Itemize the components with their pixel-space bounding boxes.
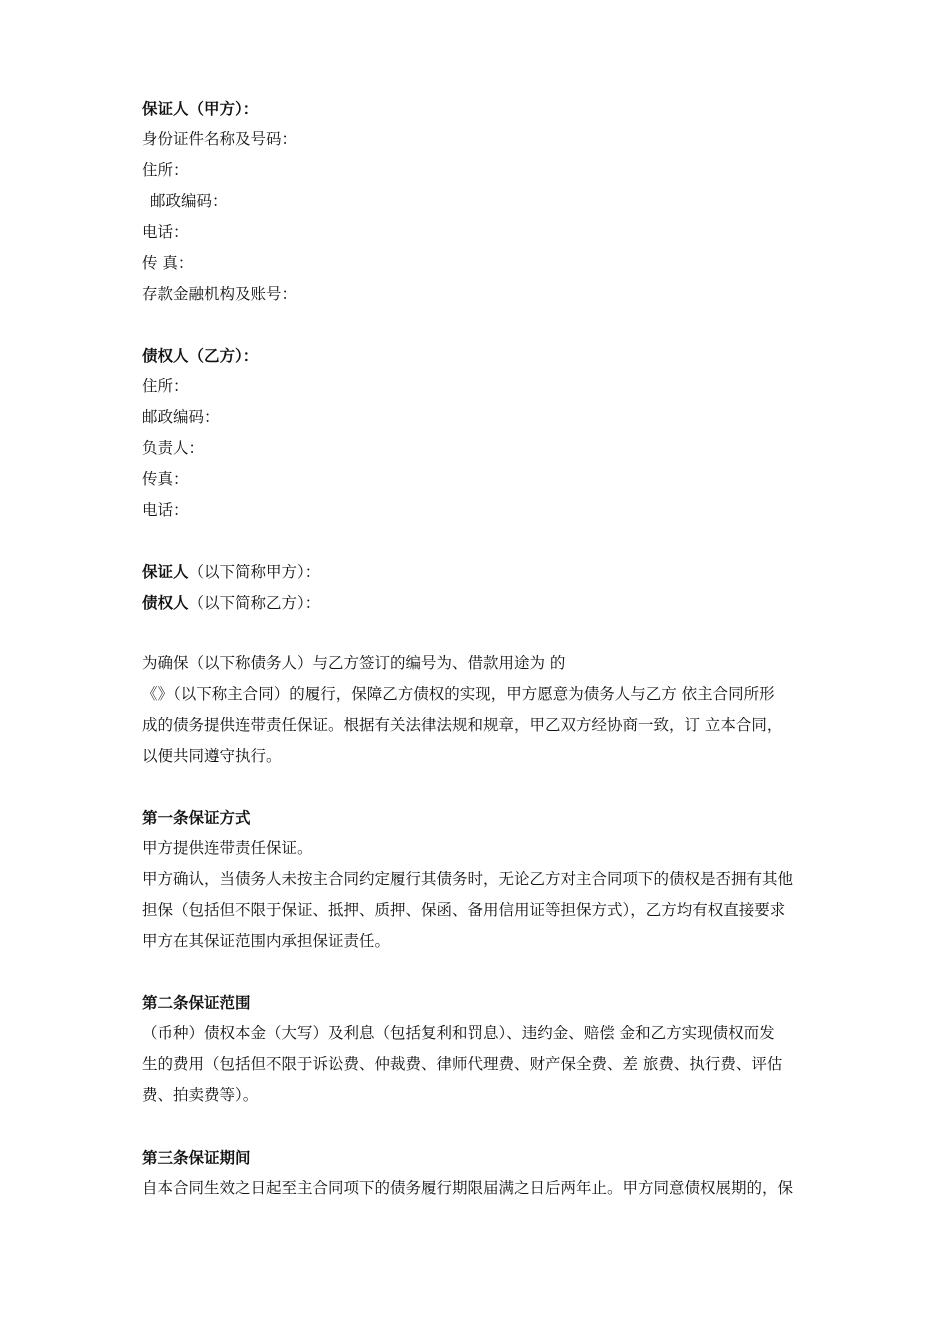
creditor-short-name-text: （以下简称乙方）： (188, 594, 321, 612)
article-1-line: 担保（包括但不限于保证、抵押、质押、保函、备用信用证等担保方式），乙方均有权直接要求 (142, 901, 786, 919)
article-1-line: 甲方在其保证范围内承担保证责任。 (142, 932, 391, 950)
preamble-line: 为确保（以下称债务人）与乙方签订的编号为、借款用途为 的 (142, 654, 566, 672)
article-3-title: 第三条保证期间 (142, 1148, 251, 1167)
guarantor-address-field: 住所： (142, 161, 189, 179)
creditor-fax-field: 传真： (142, 470, 189, 488)
article-1-line: 甲方确认，当债务人未按主合同约定履行其债务时，无论乙方对主合同项下的债权是否拥有其他 (142, 870, 794, 888)
article-3 (142, 1142, 814, 1204)
preamble-line: 成的债务提供连带责任保证。根据有关法律法规和规章，甲乙双方经协商一致，订 立本合同， (142, 716, 783, 734)
creditor-address-field: 住所： (142, 377, 189, 395)
creditor-manager-field: 负责人： (142, 439, 205, 457)
short-names-section (142, 556, 814, 618)
article-2 (142, 987, 814, 1111)
guarantor-section (142, 93, 814, 310)
guarantor-short-name-text: （以下简称甲方）： (188, 563, 321, 581)
guarantor-heading: 保证人（甲方）： (142, 99, 259, 118)
article-2-line: 费、拍卖费等）。 (142, 1086, 259, 1104)
creditor-section (142, 340, 814, 526)
creditor-postcode-field: 邮政编码： (142, 408, 220, 426)
creditor-heading: 债权人（乙方）： (142, 346, 259, 365)
creditor-short-name (142, 587, 814, 618)
guarantor-fax-field: 传 真： (142, 254, 194, 272)
article-1 (142, 802, 814, 957)
article-2-title: 第二条保证范围 (142, 993, 251, 1012)
article-1-title: 第一条保证方式 (142, 808, 251, 827)
creditor-phone-field: 电话： (142, 501, 189, 519)
article-3-line: 自本合同生效之日起至主合同项下的债务履行期限届满之日后两年止。甲方同意债权展期的，保 (142, 1179, 794, 1197)
guarantor-bank-field: 存款金融机构及账号： (142, 285, 298, 303)
creditor-short-name-label: 债权人 (142, 593, 189, 612)
article-1-line: 甲方提供连带责任保证。 (142, 839, 313, 857)
article-2-line: 生的费用（包括但不限于诉讼费、仲裁费、律师代理费、财产保全费、差 旅费、执行费、评估 (142, 1055, 783, 1073)
preamble-line: 《》（以下称主合同）的履行，保障乙方债权的实现，甲方愿意为债务人与乙方 依主合同所形 (142, 685, 775, 703)
preamble-line: 以便共同遵守执行。 (142, 747, 282, 765)
article-2-line: （币种）债权本金（大写）及利息（包括复利和罚息）、违约金、赔偿 金和乙方实现债权而发 (142, 1024, 775, 1042)
guarantor-postcode-field: 邮政编码： (150, 192, 228, 210)
guarantor-id-field: 身份证件名称及号码： (142, 130, 298, 148)
guarantor-phone-field: 电话： (142, 223, 189, 241)
guarantor-short-name-label: 保证人 (142, 562, 189, 581)
preamble-paragraph (142, 648, 814, 772)
guarantor-short-name (142, 556, 814, 587)
